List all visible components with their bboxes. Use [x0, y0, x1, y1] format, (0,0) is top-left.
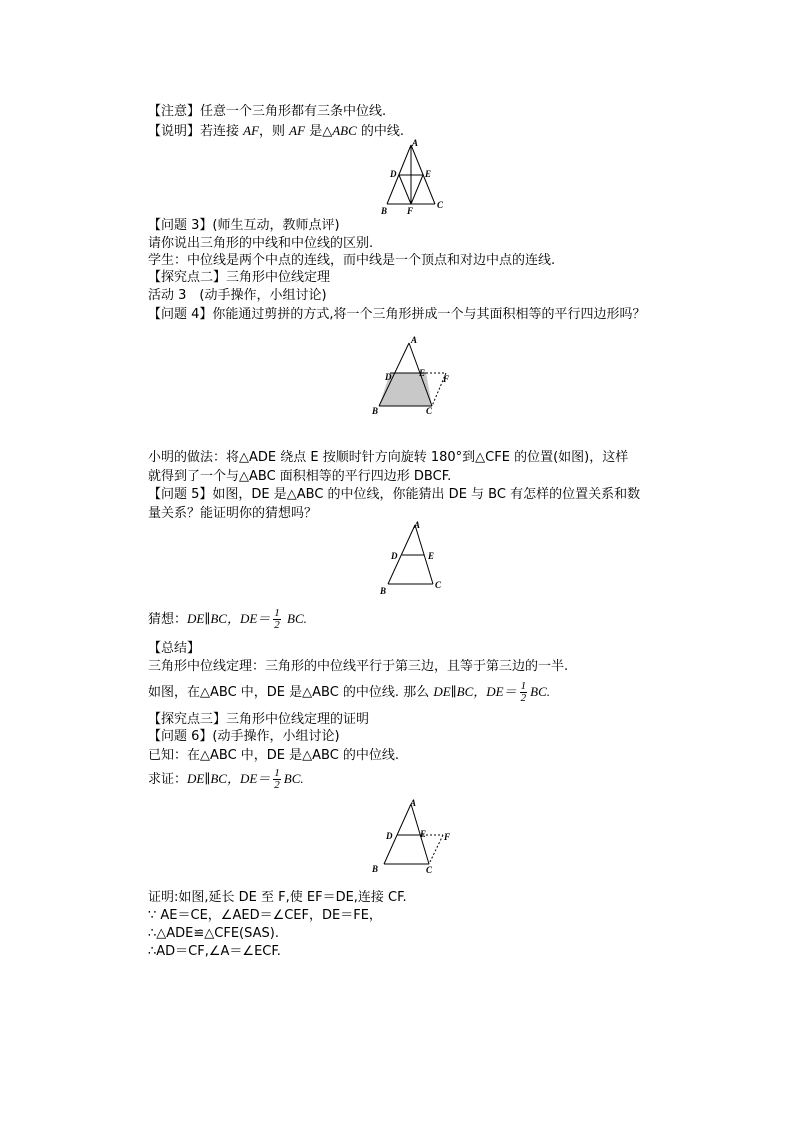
fig4-label-a: A: [410, 798, 417, 808]
prove-tail: BC.: [283, 771, 304, 786]
q5-line-2: 量关系？能证明你的猜想吗？: [148, 506, 318, 521]
explain-af1: AF: [243, 123, 260, 138]
prove-fraction: [273, 768, 281, 791]
explain-tri: △ABC: [322, 123, 357, 138]
guess-fraction: [273, 608, 281, 631]
fig4-label-b: B: [372, 864, 379, 874]
guess-tail: BC.: [283, 611, 307, 626]
figure-2-cut-and-paste: [370, 336, 460, 416]
xiaoming-method-2: 就得到了一个与△ABC 面积相等的平行四边形 DBCF.: [148, 469, 452, 484]
q4-question: 【问题 4】你能通过剪拼的方式,将一个三角形拼成一个与其面积相等的平行四边形吗？: [148, 307, 646, 322]
q3-question: 请你说出三角形的中线和中位线的区别.: [148, 236, 374, 251]
fig2-label-b: B: [372, 406, 379, 416]
q3-title: 【问题 3】(师生互动，教师点评): [148, 218, 340, 233]
student-answer: 学生：中位线是两个中点的连线，而中线是一个顶点和对边中点的连线.: [148, 253, 556, 268]
explain-is: 是: [305, 124, 323, 139]
figure-4-proof: [370, 796, 460, 876]
proof-line-4: ∴AD＝CF,∠A＝∠ECF.: [148, 944, 281, 959]
fig3-label-b: B: [380, 586, 387, 596]
fig2-label-e: E: [419, 368, 426, 378]
fig1-label-e: E: [425, 169, 432, 179]
explain-prefix: 【说明】若连接: [148, 124, 244, 139]
fig-den: 2: [520, 692, 527, 704]
explain-mid: ，则: [259, 124, 290, 139]
guess-prefix: 猜想：: [148, 612, 188, 627]
prove-line: [148, 768, 304, 790]
proof-line-3: ∴△ADE≌△CFE(SAS).: [148, 926, 279, 941]
fig2-label-c: C: [426, 406, 433, 416]
guess-line: [148, 608, 307, 630]
theorem-text: 三角形中位线定理：三角形的中位线平行于第三边，且等于第三边的一半.: [148, 659, 569, 674]
fig4-label-d: D: [386, 831, 393, 841]
guess-den: 2: [274, 619, 280, 631]
guess-expr: DE∥BC，DE＝: [187, 611, 271, 626]
guess-num: 1: [274, 607, 280, 619]
fig3-label-a: A: [414, 520, 421, 530]
fig-num: 1: [520, 680, 527, 692]
fig4-label-f: F: [444, 832, 451, 842]
fig4-label-e: E: [420, 829, 427, 839]
q6-title: 【问题 6】(动手操作，小组讨论): [148, 729, 340, 744]
figure-1-triangle-medians: [378, 138, 448, 216]
fig1-label-b: B: [381, 206, 388, 216]
fig-tail: BC.: [530, 684, 550, 699]
theorem-figure-line: [148, 681, 550, 703]
activity3: 活动 3 (动手操作，小组讨论): [148, 288, 327, 303]
fig3-label-e: E: [428, 551, 435, 561]
prove-prefix: 求证：: [148, 772, 188, 787]
fig-fraction: [520, 681, 528, 704]
fig-prefix: 如图，在△ABC 中，DE 是△ABC 的中位线. 那么: [148, 685, 434, 700]
note-text: 【注意】任意一个三角形都有三条中位线.: [148, 104, 387, 119]
explain-suffix: 的中线.: [356, 124, 405, 139]
proof-line-2: ∵ AE＝CE，∠AED＝∠CEF，DE＝FE，: [148, 908, 382, 923]
fig3-label-d: D: [391, 551, 398, 561]
fig-expr: DE∥BC，DE＝: [433, 684, 517, 699]
xiaoming-method-1: 小明的做法：将△ADE 绕点 E 按顺时针方向旋转 180°到△CFE 的位置(如图)，这样: [148, 450, 629, 465]
explore3-heading: 【探究点三】三角形中位线定理的证明: [148, 712, 370, 727]
figure-3-midline: [378, 518, 448, 596]
summary-heading: 【总结】: [148, 641, 201, 656]
prove-expr: DE∥BC，DE＝: [187, 771, 271, 786]
fig1-label-f: F: [407, 206, 414, 216]
prove-num: 1: [274, 767, 280, 779]
fig2-label-d: D: [385, 372, 392, 382]
prove-den: 2: [274, 779, 280, 791]
fig2-label-a: A: [411, 336, 418, 345]
proof-line-1: 证明:如图,延长 DE 至 F,使 EF＝DE,连接 CF.: [148, 890, 407, 905]
given-text: 已知：在△ABC 中，DE 是△ABC 的中位线.: [148, 748, 400, 763]
fig4-label-c: C: [426, 865, 433, 875]
explain-text: [148, 123, 404, 140]
explore2-heading: 【探究点二】三角形中位线定理: [148, 270, 331, 285]
fig1-label-c: C: [437, 200, 444, 210]
q5-line-1: 【问题 5】如图，DE 是△ABC 的中位线，你能猜出 DE 与 BC 有怎样的位置关系和数: [148, 487, 641, 502]
fig1-label-a: A: [412, 138, 419, 148]
fig2-label-f: F: [443, 374, 450, 384]
fig1-label-d: D: [390, 169, 397, 179]
fig3-label-c: C: [435, 580, 442, 590]
explain-af2: AF: [289, 123, 306, 138]
